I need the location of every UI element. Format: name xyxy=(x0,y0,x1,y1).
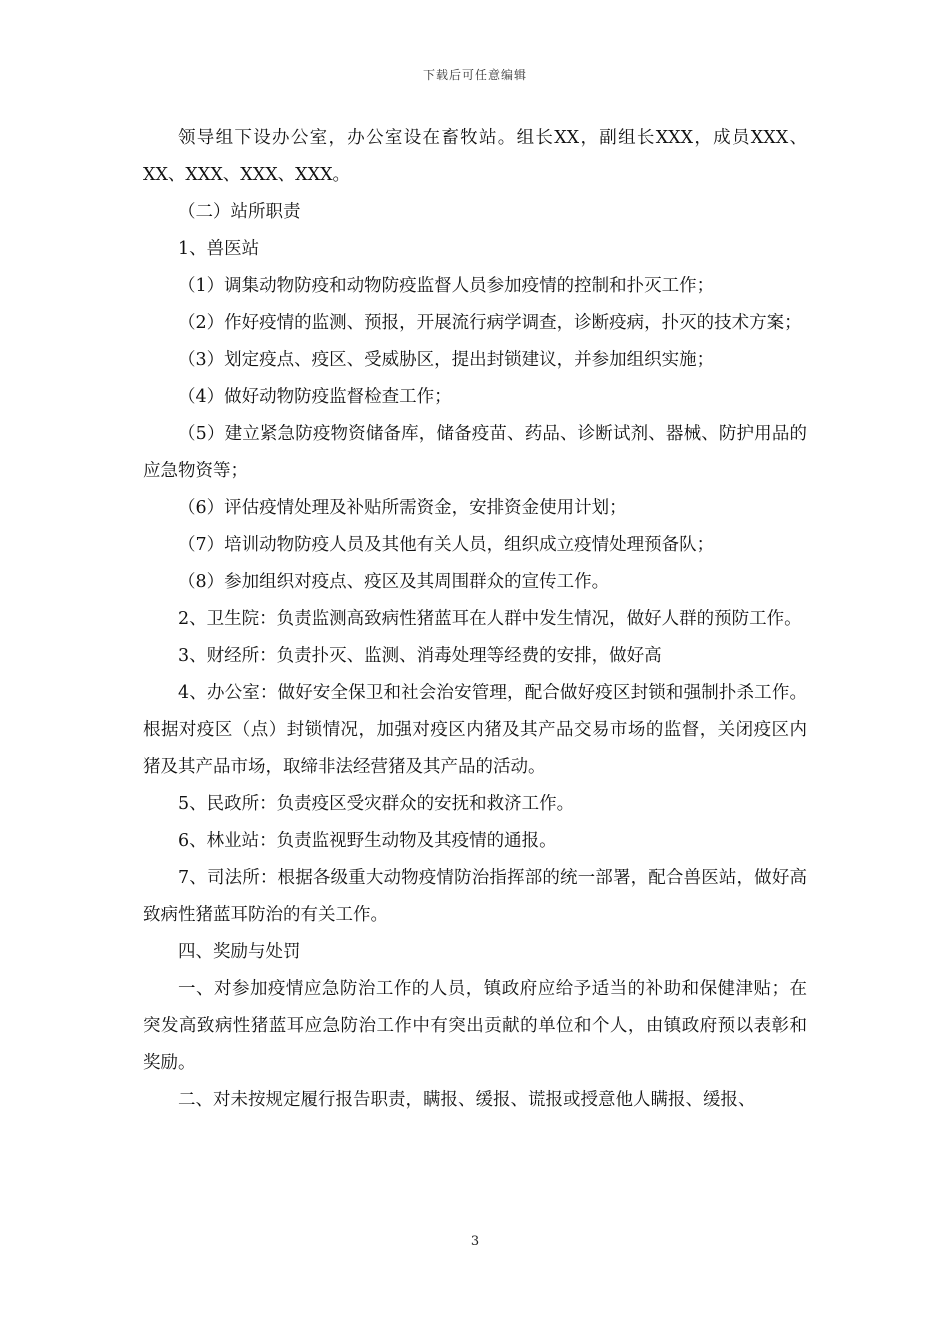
list-item-duty-2: （2）作好疫情的监测、预报，开展流行病学调查，诊断疫病，扑灭的技术方案； xyxy=(178,313,802,333)
paragraph-health-center: 2、卫生院：负责监测高致病性猪蓝耳在人群中发生情况，做好人群的预防工作。 xyxy=(178,609,802,629)
subheading-vet-station: 1、兽医站 xyxy=(178,239,260,259)
paragraph-office-setup: 领导组下设办公室，办公室设在畜牧站。组长XX，副组长XXX，成员XXX、XX、XXX、XXX、XXX。 xyxy=(143,128,807,185)
list-item-duty-8: （8）参加组织对疫点、疫区及其周围群众的宣传工作。 xyxy=(178,572,610,592)
section-heading-station-duties: （二）站所职责 xyxy=(178,202,301,222)
paragraph-admin-office: 4、办公室：做好安全保卫和社会治安管理，配合做好疫区封锁和强制扑杀工作。根据对疫区（点）封锁情况，加强对疫区内猪及其产品交易市场的监督，关闭疫区内猪及其产品市场，取缔非法经营猪及其产品的活动。 xyxy=(143,683,807,777)
list-item-duty-5: （5）建立紧急防疫物资储备库，储备疫苗、药品、诊断试剂、器械、防护用品的应急物资等； xyxy=(143,424,807,481)
paragraph-penalties: 二、对未按规定履行报告职责，瞒报、缓报、谎报或授意他人瞒报、缓报、 xyxy=(178,1090,756,1110)
paragraph-finance-office: 3、财经所：负责扑灭、监测、消毒处理等经费的安排，做好高 xyxy=(178,646,662,666)
list-item-duty-3: （3）划定疫点、疫区、受威胁区，提出封锁建议，并参加组织实施； xyxy=(178,350,715,370)
list-item-duty-6: （6）评估疫情处理及补贴所需资金，安排资金使用计划； xyxy=(178,498,627,518)
list-item-duty-1: （1）调集动物防疫和动物防疫监督人员参加疫情的控制和扑灭工作； xyxy=(178,276,715,296)
paragraph-rewards: 一、对参加疫情应急防治工作的人员，镇政府应给予适当的补助和保健津贴；在突发高致病性猪蓝耳应急防治工作中有突出贡献的单位和个人，由镇政府预以表彰和奖励。 xyxy=(143,979,807,1073)
paragraph-forestry-station: 6、林业站：负责监视野生动物及其疫情的通报。 xyxy=(178,831,557,851)
list-item-duty-7: （7）培训动物防疫人员及其他有关人员，组织成立疫情处理预备队； xyxy=(178,535,715,555)
page-header-note: 下载后可任意编辑 xyxy=(422,68,527,82)
document-body xyxy=(143,120,807,1119)
section-heading-rewards-penalties: 四、奖励与处罚 xyxy=(178,942,301,962)
page-number: 3 xyxy=(470,1234,480,1249)
list-item-duty-4: （4）做好动物防疫监督检查工作； xyxy=(178,387,452,407)
paragraph-judicial-office: 7、司法所：根据各级重大动物疫情防治指挥部的统一部署，配合兽医站，做好高致病性猪蓝耳防治的有关工作。 xyxy=(143,868,807,925)
paragraph-civil-affairs: 5、民政所：负责疫区受灾群众的安抚和救济工作。 xyxy=(178,794,575,814)
